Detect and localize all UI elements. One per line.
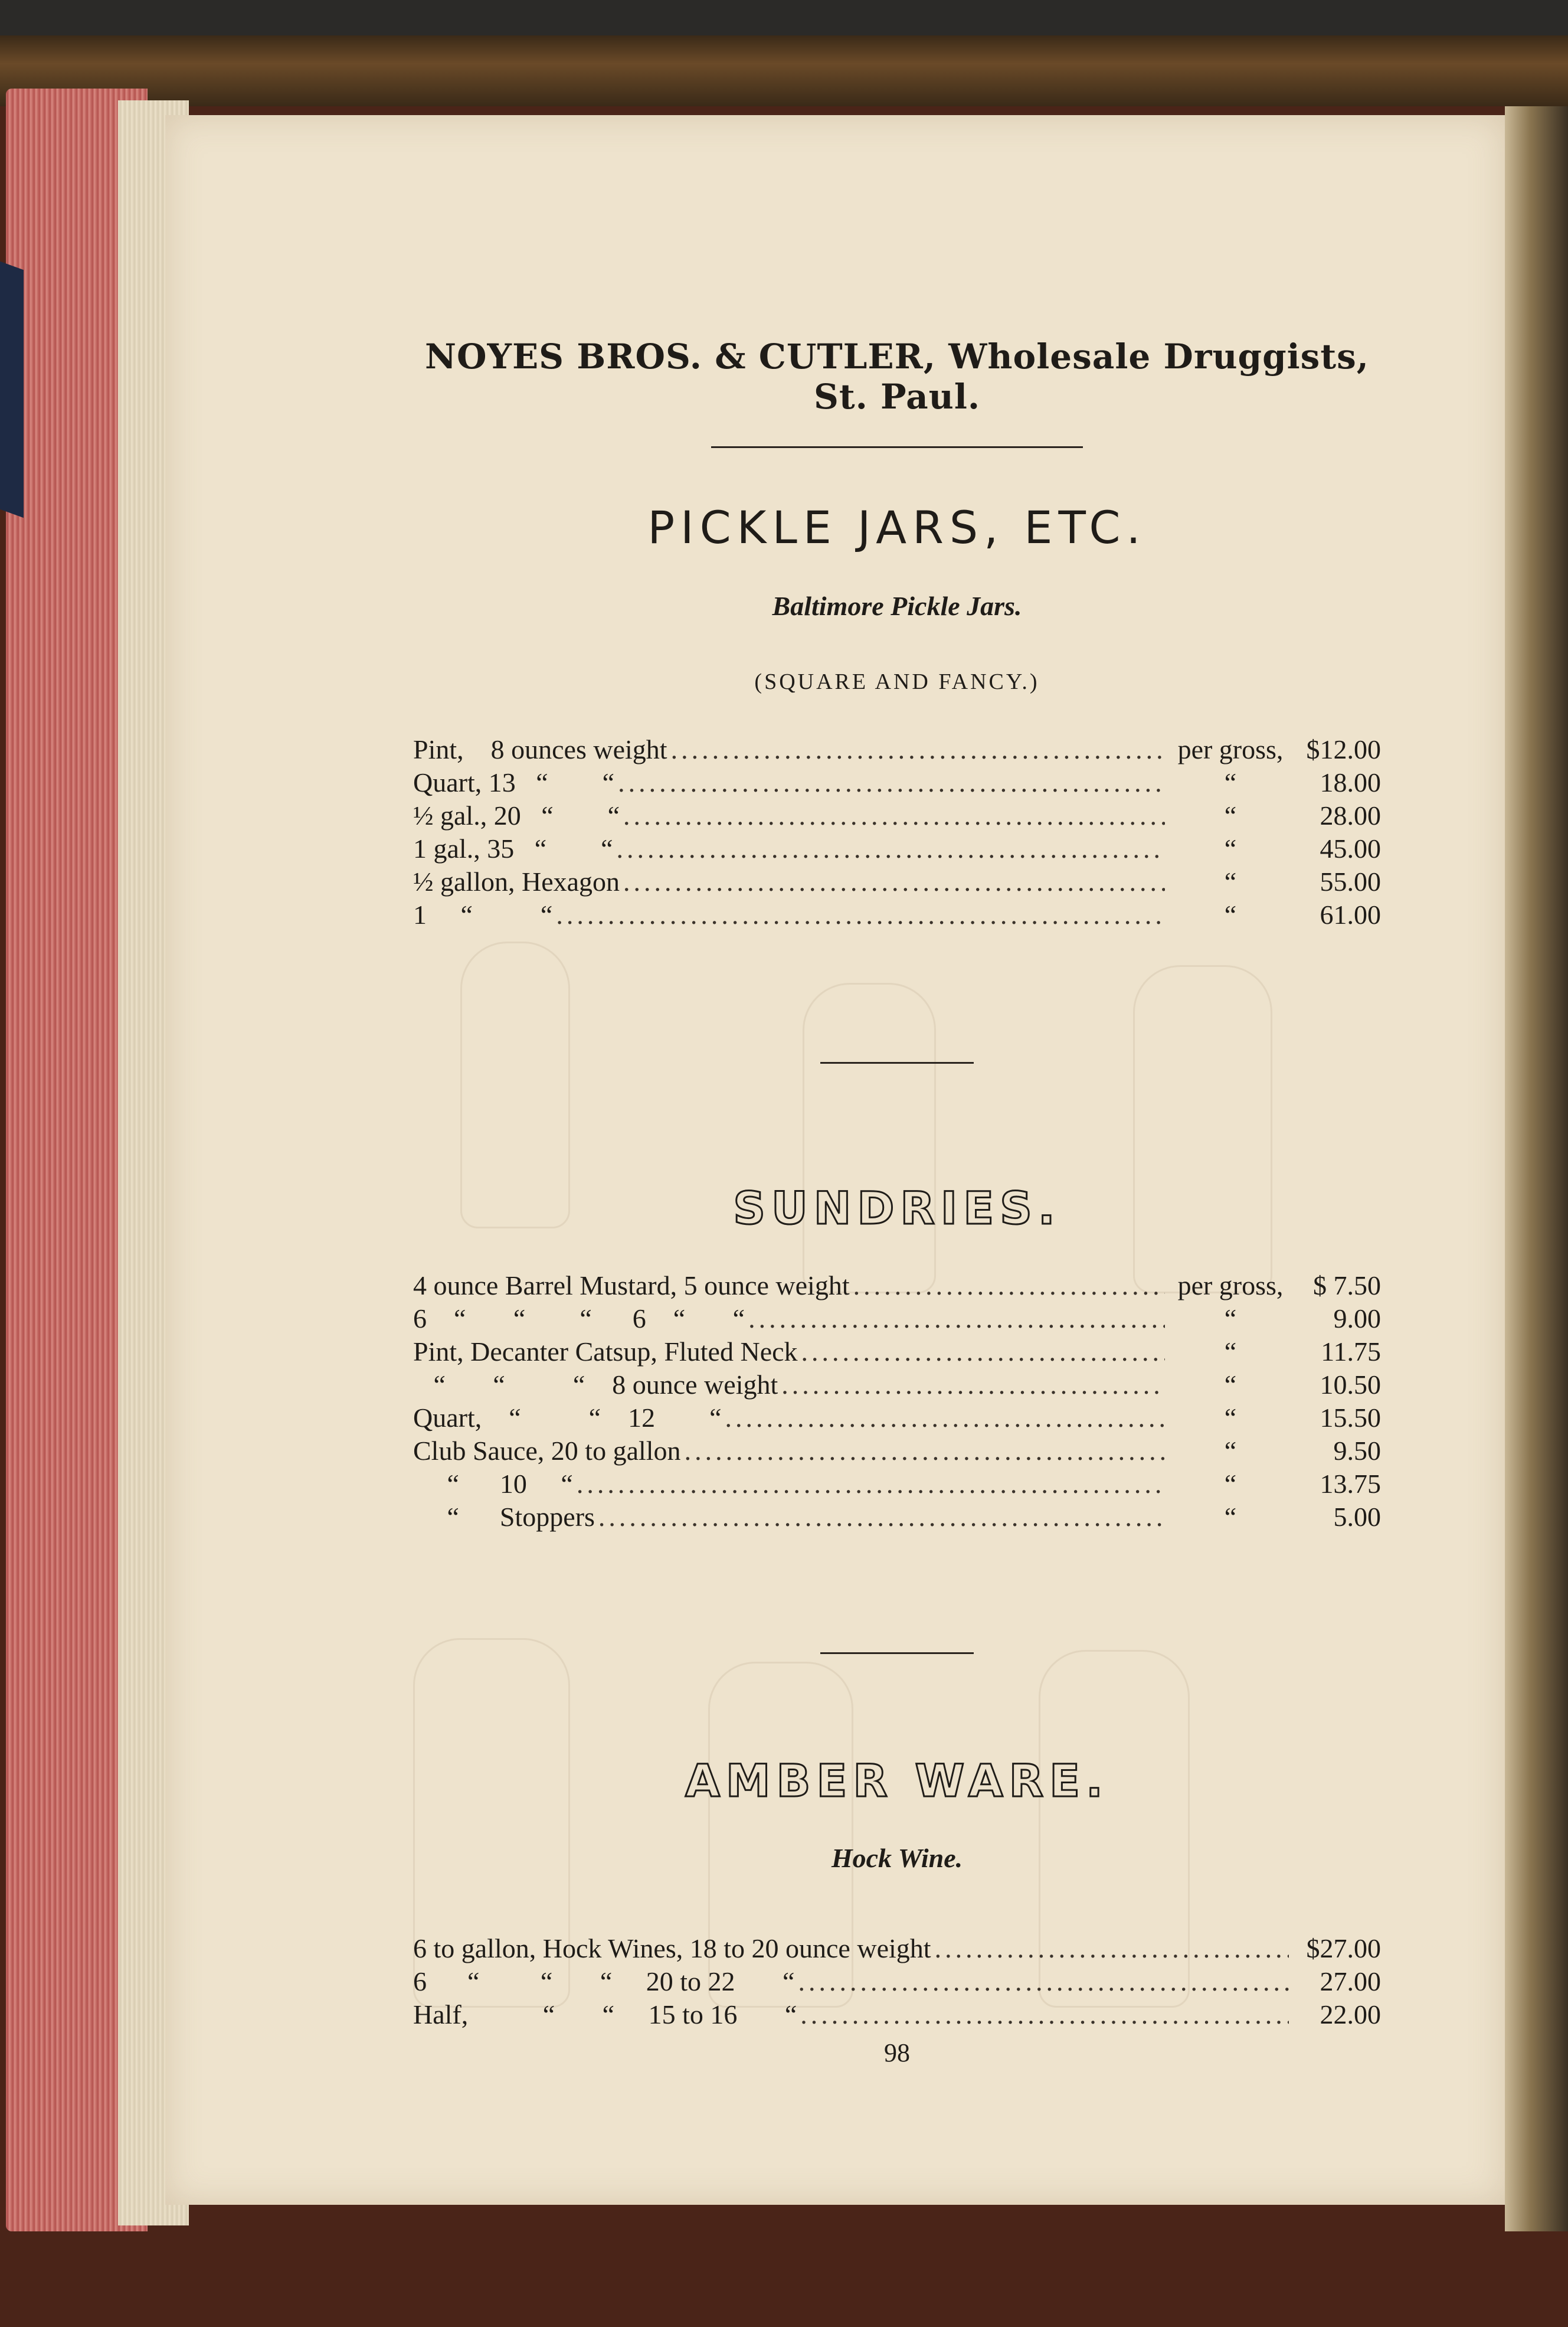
pickle-jars-price-list [413, 734, 1381, 932]
page-number: 98 [884, 2038, 910, 2067]
price-row: Pint, 8 ounces weight ..... per gross, $12.00 [413, 734, 1381, 767]
price-row: ½ gal., 20 “ “ ..... “ 28.00 [413, 800, 1381, 833]
price-row: Pint, Decanter Catsup, Fluted Neck ..... “ 11.75 [413, 1336, 1381, 1369]
price-row: 6 “ “ “ 6 “ “ ..... “ 9.00 [413, 1303, 1381, 1336]
price-row: “ “ “ 8 ounce weight ..... “ 10.50 [413, 1369, 1381, 1402]
section-divider [820, 1062, 974, 1064]
section-divider [820, 1652, 974, 1654]
pickle-jars-subtitle: Baltimore Pickle Jars. [772, 591, 1022, 621]
price-row: Club Sauce, 20 to gallon ..... “ 9.50 [413, 1435, 1381, 1468]
price-row: “ 10 “ ..... “ 13.75 [413, 1468, 1381, 1501]
price-row: Quart, 13 “ “ ..... “ 18.00 [413, 767, 1381, 800]
price-row: “ Stoppers ..... “ 5.00 [413, 1501, 1381, 1534]
pickle-jars-title: PICKLE JARS, ETC. [647, 501, 1147, 554]
amber-ware-price-list [413, 1933, 1381, 2032]
price-row: 6 “ “ “ 20 to 22 “ ..... 27.00 [413, 1966, 1381, 1999]
price-row: ½ gallon, Hexagon ..... “ 55.00 [413, 866, 1381, 899]
book-headband [0, 35, 1568, 106]
price-row: Half, “ “ 15 to 16 “ ..... 22.00 [413, 1999, 1381, 2032]
running-head: NOYES BROS. & CUTLER, Wholesale Druggists, St. Paul. [425, 336, 1369, 417]
sundries-price-list [413, 1270, 1381, 1534]
book-gutter [1505, 106, 1568, 2231]
sundries-title: SUNDRIES. [733, 1182, 1061, 1234]
price-row: 6 to gallon, Hock Wines, 18 to 20 ounce weight ..... $27.00 [413, 1933, 1381, 1966]
price-row: Quart, “ “ 12 “ ..... “ 15.50 [413, 1402, 1381, 1435]
amber-ware-subtitle: Hock Wine. [831, 1843, 963, 1873]
page-content [413, 336, 1381, 2068]
price-row: 1 “ “ ..... “ 61.00 [413, 899, 1381, 932]
bookmark-ribbon [0, 262, 24, 518]
price-row: 4 ounce Barrel Mustard, 5 ounce weight ..... per gross, $ 7.50 [413, 1270, 1381, 1303]
pickle-jars-note: (SQUARE AND FANCY.) [754, 669, 1040, 694]
amber-ware-title: AMBER WARE. [685, 1754, 1109, 1807]
header-rule [711, 446, 1083, 448]
price-row: 1 gal., 35 “ “ ..... “ 45.00 [413, 833, 1381, 866]
